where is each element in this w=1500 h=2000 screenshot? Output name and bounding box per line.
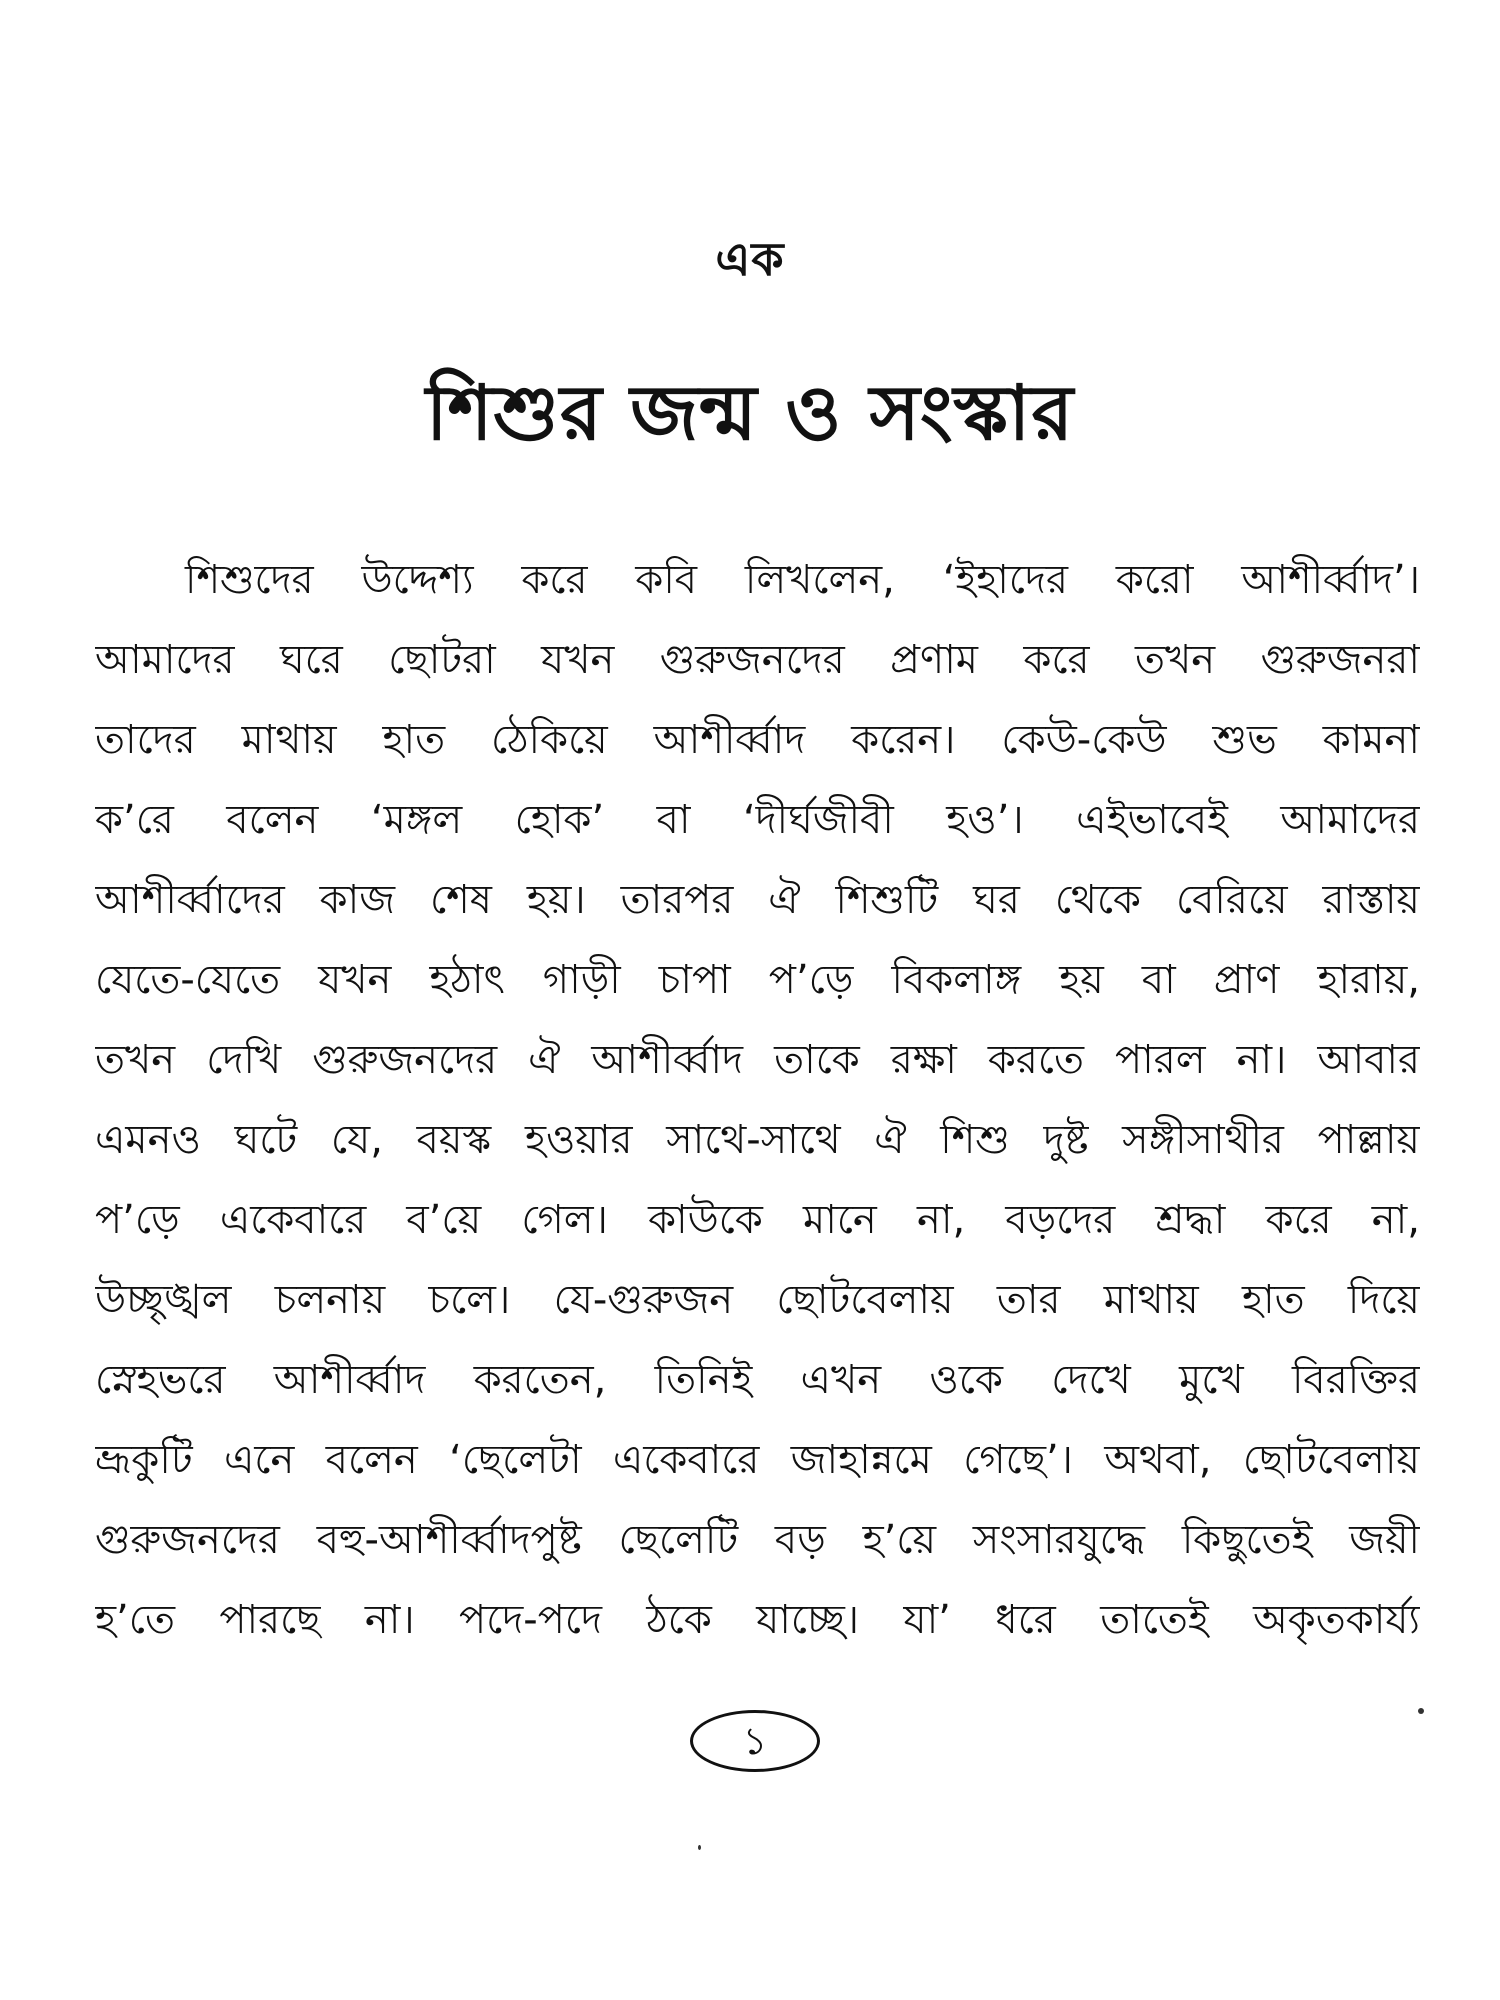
page-number-badge xyxy=(690,1710,820,1772)
text-line: গুরুজনদের বহু-আশীর্ব্বাদপুষ্ট ছেলেটি বড় হ’য়ে সংসারযুদ্ধে কিছুতেই জয়ী xyxy=(95,1517,1420,1563)
chapter-title: শিশুর জন্ম ও সংস্কার xyxy=(425,368,1075,457)
text-line: প’ড়ে একেবারে ব’য়ে গেল। কাউকে মানে না, বড়দের শ্রদ্ধা করে না, xyxy=(95,1197,1420,1243)
text-line: ভ্রূকুটি এনে বলেন ‘ছেলেটা একেবারে জাহান্নমে গেছে’। অথবা, ছোটবেলায় xyxy=(95,1437,1420,1483)
text-line: যেতে-যেতে যখন হঠাৎ গাড়ী চাপা প’ড়ে বিকলাঙ্গ হয় বা প্রাণ হারায়, xyxy=(95,957,1420,1003)
chapter-number: এক xyxy=(715,232,785,286)
text-line: তখন দেখি গুরুজনদের ঐ আশীর্ব্বাদ তাকে রক্ষা করতে পারল না। আবার xyxy=(95,1037,1420,1083)
text-line: এমনও ঘটে যে, বয়স্ক হওয়ার সাথে-সাথে ঐ শিশু দুষ্ট সঙ্গীসাথীর পাল্লায় xyxy=(95,1117,1420,1163)
print-speck xyxy=(1418,1708,1424,1714)
text-line: ক’রে বলেন ‘মঙ্গল হোক’ বা ‘দীর্ঘজীবী হও’। এইভাবেই আমাদের xyxy=(95,797,1420,843)
text-line: হ’তে পারছে না। পদে-পদে ঠকে যাচ্ছে। যা’ ধরে তাতেই অকৃতকার্য্য xyxy=(95,1597,1420,1643)
text-line: আশীর্ব্বাদের কাজ শেষ হয়। তারপর ঐ শিশুটি ঘর থেকে বেরিয়ে রাস্তায় xyxy=(95,877,1420,923)
text-line: উচ্ছৃঙ্খল চলনায় চলে। যে-গুরুজন ছোটবেলায় তার মাথায় হাত দিয়ে xyxy=(95,1277,1420,1323)
page-number: ১ xyxy=(742,1719,768,1763)
text-line: তাদের মাথায় হাত ঠেকিয়ে আশীর্ব্বাদ করেন। কেউ-কেউ শুভ কামনা xyxy=(95,717,1420,763)
text-line: শিশুদের উদ্দেশ্য করে কবি লিখলেন, ‘ইহাদের করো আশীর্ব্বাদ’। xyxy=(185,557,1420,603)
text-line: আমাদের ঘরে ছোটরা যখন গুরুজনদের প্রণাম করে তখন গুরুজনরা xyxy=(95,637,1420,683)
text-line: স্নেহভরে আশীর্ব্বাদ করতেন, তিনিই এখন ওকে দেখে মুখে বিরক্তির xyxy=(95,1357,1420,1403)
body-paragraph xyxy=(95,540,1420,1660)
print-speck xyxy=(698,1845,701,1850)
